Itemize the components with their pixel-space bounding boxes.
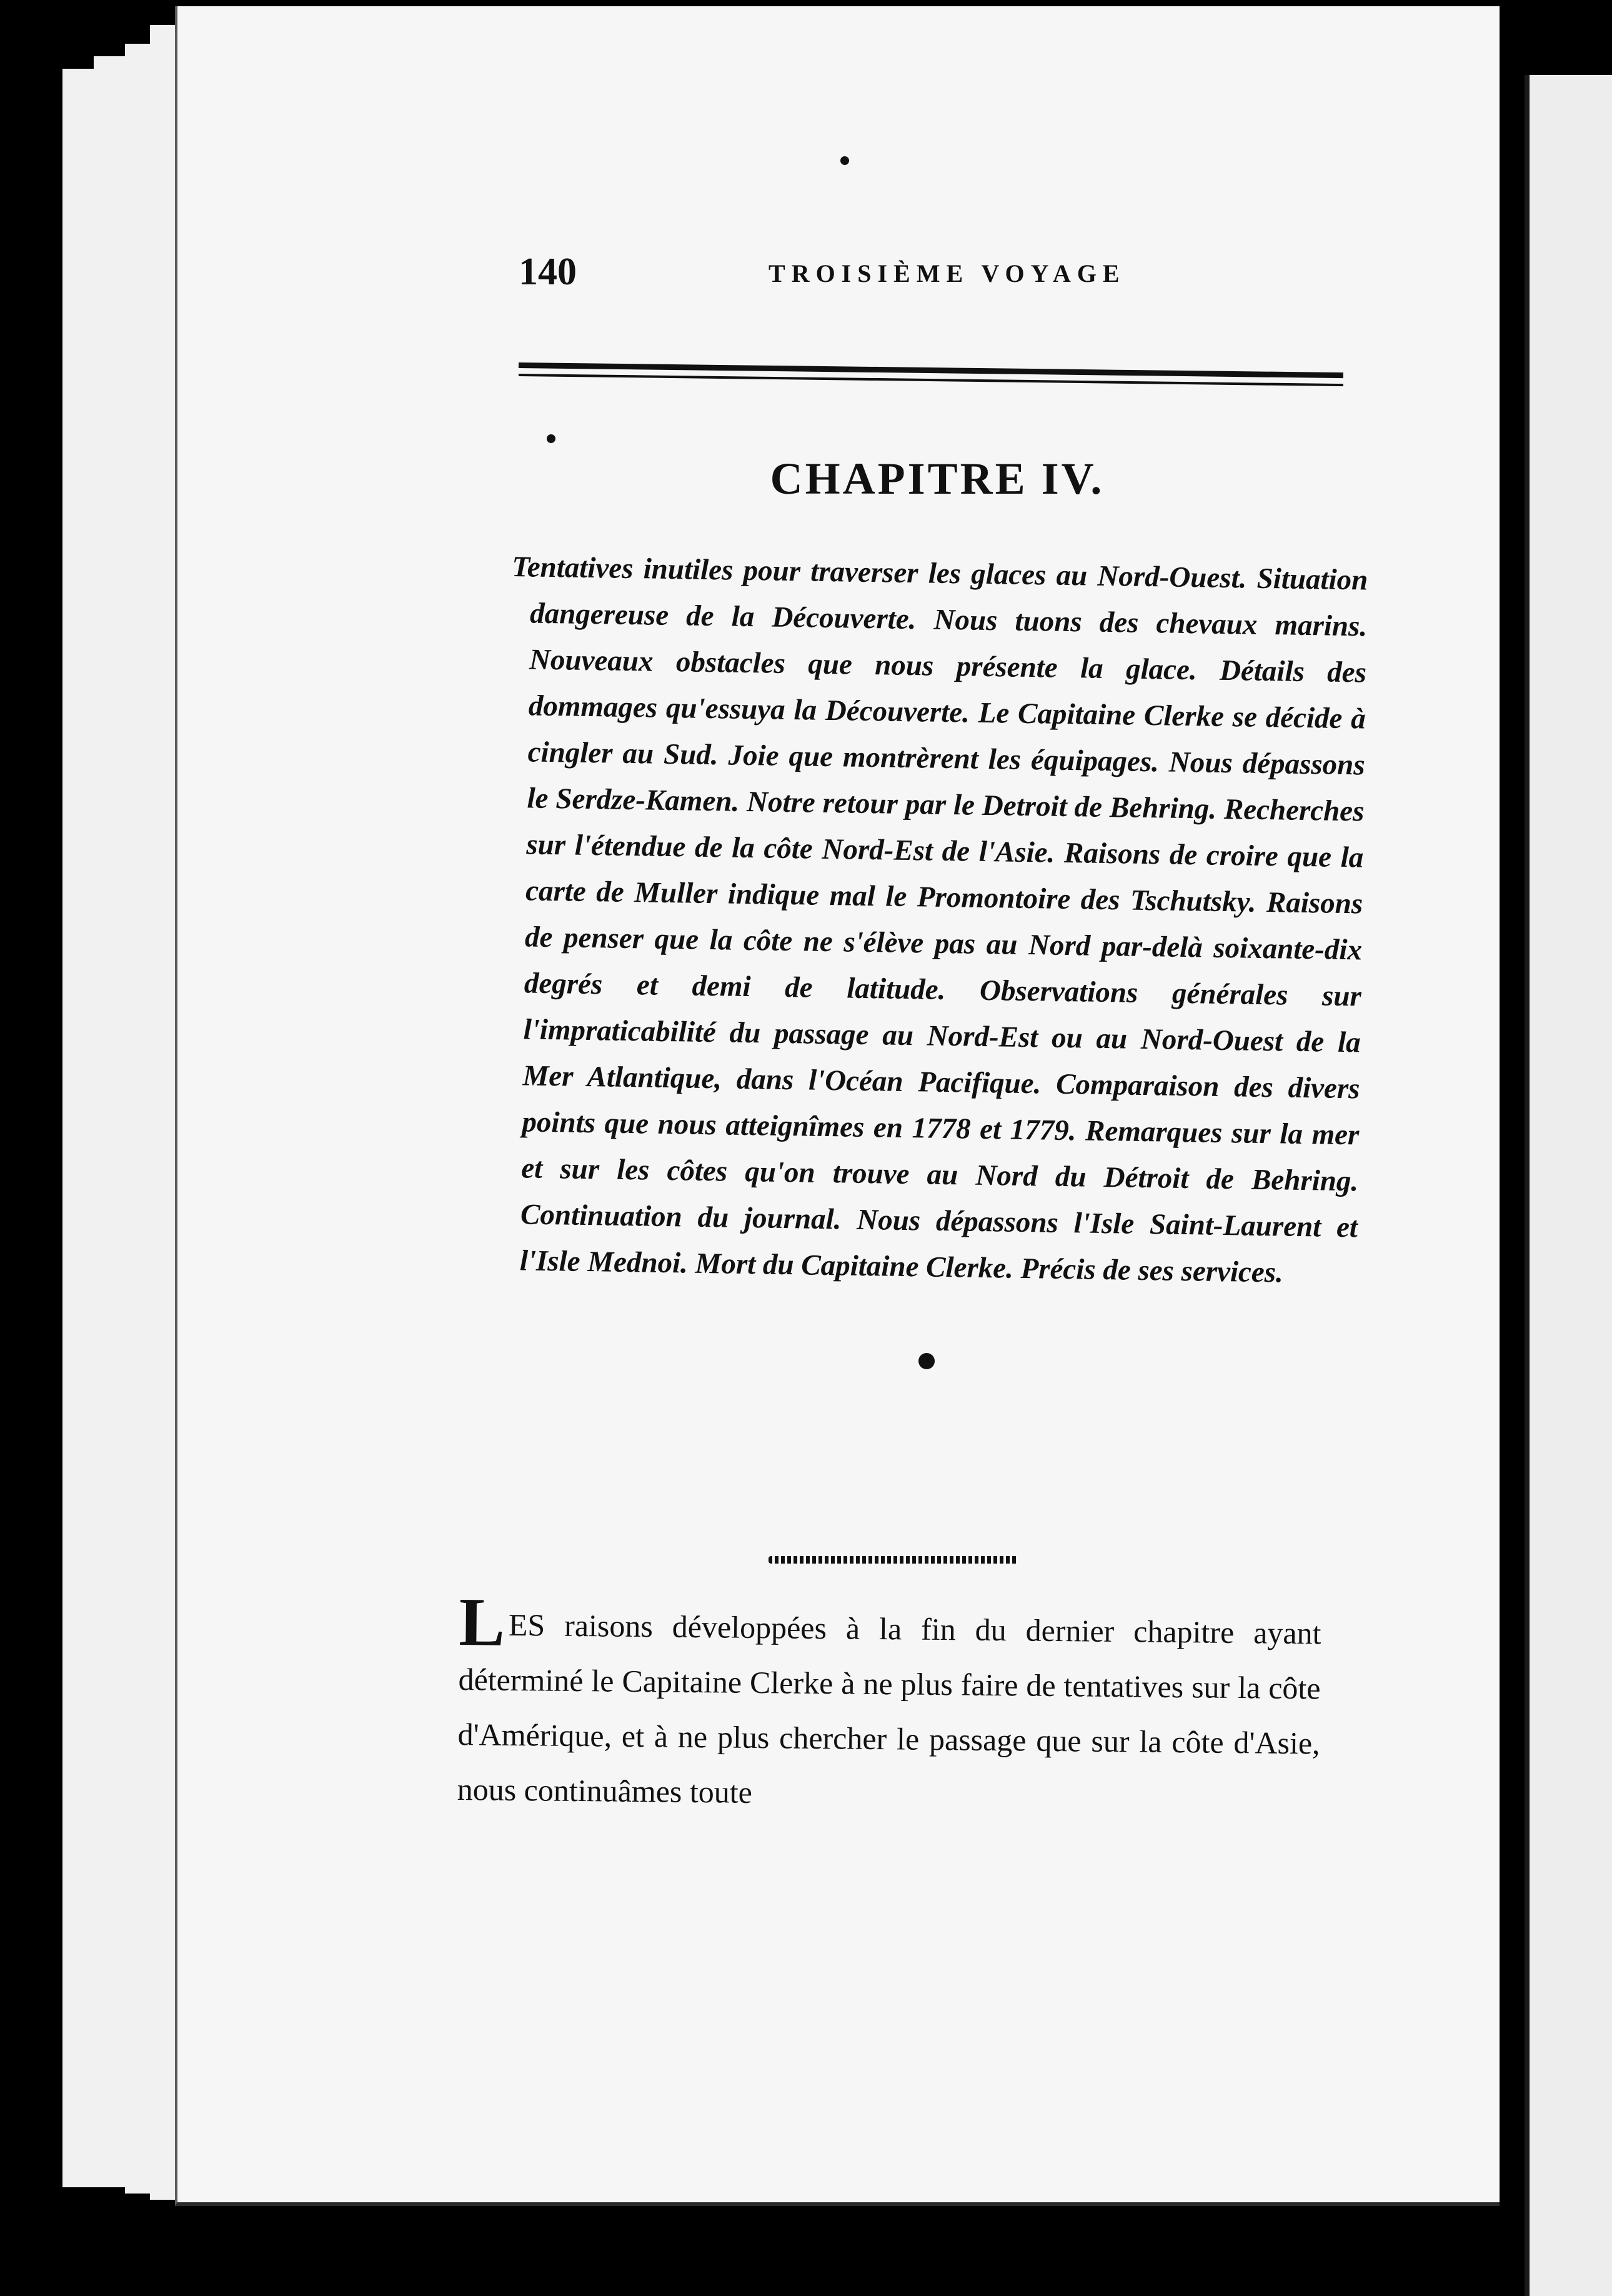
body-text: ES raisons développées à la fin du dernier chapitre ayant déterminé le Capitaine Clerke à ne plus faire de tentatives sur la côte d'Amérique, et à ne plus chercher le passage que sur la côte d'Asie, nous continuâmes toute [457, 1607, 1321, 1810]
running-head: TROISIÈME VOYAGE [769, 259, 1126, 287]
ink-speck [840, 156, 849, 165]
drop-cap: L [458, 1584, 505, 1660]
ornamental-divider [769, 1556, 1018, 1564]
ink-speck [547, 434, 555, 443]
chapter-title: CHAPITRE IV. [770, 454, 1105, 504]
ink-speck [918, 1353, 935, 1369]
page-number: 140 [519, 251, 577, 293]
page-header [519, 250, 1356, 306]
chapter-summary: Tentatives inutiles pour traverser les glaces au Nord-Ouest. Situation dangereuse de la Découverte. Nous tuons des chevaux marins. Nouveaux obstacles que nous présente la glace. Détails des dommages qu'essuya la Découverte. Le Capitaine Clerke se décide à cingler au Sud. Joie que montrèrent les équipages. Nous dépassons le Serdze-Kamen. Notre retour par le Detroit de Behring. Recherches sur l'étendue de la côte Nord-Est de l'Asie. Raisons de croire que la carte de Muller indique mal le Promontoire des Tschutsky. Raisons de penser que la côte ne s'élève pas au Nord par-delà soixante-dix degrés et demi de latitude. Observations générales sur l'impraticabilité du passage au Nord-Est ou au Nord-Ouest de la Mer Atlantique, dans l'Océan Pacifique. Comparaison des divers points que nous atteignîmes en 1778 et 1779. Remarques sur la mer et sur les côtes qu'on trouve au Nord du Détroit de Behring. Continuation du journal. Nous dépassons l'Isle Saint-Laurent et l'Isle Mednoi. Mort du Capitaine Clerke. Précis de ses services. [512, 550, 1368, 1289]
body-paragraph [457, 1584, 1321, 1825]
facing-page-edge [1525, 75, 1612, 2296]
